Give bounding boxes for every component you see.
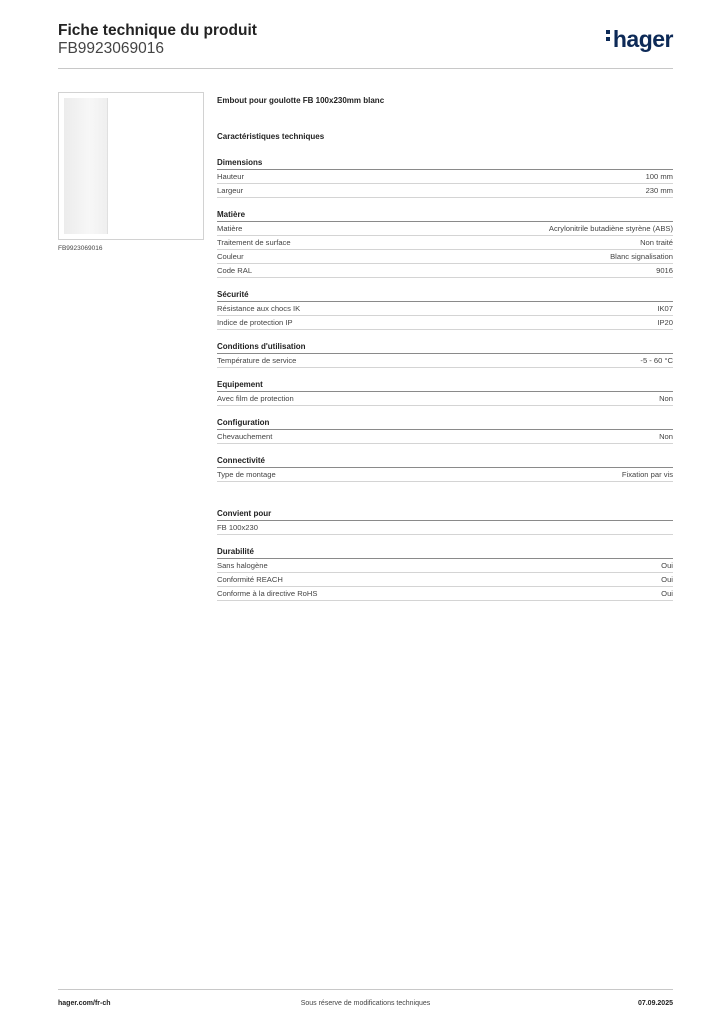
spec-label: Largeur (217, 186, 244, 195)
page-footer (58, 989, 673, 1009)
spec-row (217, 236, 673, 250)
spec-label: Traitement de surface (217, 238, 291, 247)
spec-row (217, 250, 673, 264)
spec-value: -5 - 60 °C (640, 356, 673, 365)
spec-row (217, 573, 673, 587)
spec-value: Non traité (640, 238, 673, 247)
spec-row (217, 559, 673, 573)
spec-label: Chevauchement (217, 432, 273, 441)
product-name: Embout pour goulotte FB 100x230mm blanc (217, 96, 385, 105)
section-title: Configuration (217, 417, 673, 430)
section-title: Sécurité (217, 289, 673, 302)
spec-row (217, 170, 673, 184)
spec-row (217, 468, 673, 482)
spec-label: Résistance aux chocs IK (217, 304, 301, 313)
spec-section (217, 289, 673, 330)
spec-row (217, 392, 673, 406)
spec-value: Blanc signalisation (610, 252, 673, 261)
spec-section (217, 209, 673, 278)
spec-row (217, 587, 673, 601)
spec-row (217, 302, 673, 316)
section-durability (217, 546, 673, 601)
logo-text: hager (612, 26, 673, 52)
specs-title: Caractéristiques techniques (217, 132, 325, 141)
spec-row (217, 430, 673, 444)
footer-disclaimer: Sous réserve de modifications techniques (300, 1000, 431, 1007)
spec-value: Non (659, 432, 673, 441)
footer-website: hager.com/fr-ch (58, 1000, 111, 1007)
page-title: Fiche technique du produit (58, 22, 257, 39)
spec-value: Non (659, 394, 673, 403)
spec-label: Sans halogène (217, 561, 268, 570)
section-gap (217, 493, 673, 505)
spec-content (217, 96, 673, 612)
spec-value: 100 mm (645, 172, 673, 181)
spec-value: Acrylonitrile butadiène styrène (ABS) (548, 224, 673, 233)
spec-value: Oui (661, 561, 673, 570)
product-reference: FB9923069016 (58, 40, 165, 57)
section-title: Equipement (217, 379, 673, 392)
spec-row (217, 316, 673, 330)
spec-label: Température de service (217, 356, 297, 365)
spec-row (217, 354, 673, 368)
section-title: Dimensions (217, 157, 673, 170)
spec-sections (217, 157, 673, 482)
spec-value: IK07 (657, 304, 673, 313)
spec-label: Hauteur (217, 172, 245, 181)
logo-dots-icon (606, 30, 611, 44)
product-image (58, 92, 204, 240)
spec-value: Fixation par vis (621, 470, 673, 479)
section-title: Durabilité (217, 546, 673, 559)
section-title: Matière (217, 209, 673, 222)
page-header (58, 22, 673, 69)
footer-date: 07.09.2025 (637, 1000, 673, 1007)
spec-section (217, 417, 673, 444)
spec-row (217, 184, 673, 198)
spec-section (217, 341, 673, 368)
spec-row (217, 521, 673, 535)
spec-label: Indice de protection IP (217, 318, 293, 327)
spec-row (217, 264, 673, 278)
spec-row (217, 222, 673, 236)
spec-value: 9016 (656, 266, 673, 275)
spec-label: Code RAL (217, 266, 253, 275)
spec-label: Couleur (217, 252, 244, 261)
section-suitable (217, 508, 673, 535)
spec-label: Conformité REACH (217, 575, 283, 584)
spec-label: FB 100x230 (217, 523, 258, 532)
spec-value: 230 mm (645, 186, 673, 195)
spec-section (217, 379, 673, 406)
section-title: Convient pour (217, 508, 673, 521)
spec-section (217, 455, 673, 482)
spec-value: IP20 (657, 318, 673, 327)
section-title: Connectivité (217, 455, 673, 468)
product-shape (64, 98, 108, 234)
section-title: Conditions d'utilisation (217, 341, 673, 354)
spec-value: Oui (661, 575, 673, 584)
spec-section (217, 157, 673, 198)
spec-label: Type de montage (217, 470, 276, 479)
spec-label: Avec film de protection (217, 394, 294, 403)
spec-value: Oui (661, 589, 673, 598)
image-caption: FB9923069016 (58, 245, 103, 252)
hager-logo (606, 28, 673, 51)
spec-label: Conforme à la directive RoHS (217, 589, 318, 598)
spec-label: Matière (217, 224, 243, 233)
